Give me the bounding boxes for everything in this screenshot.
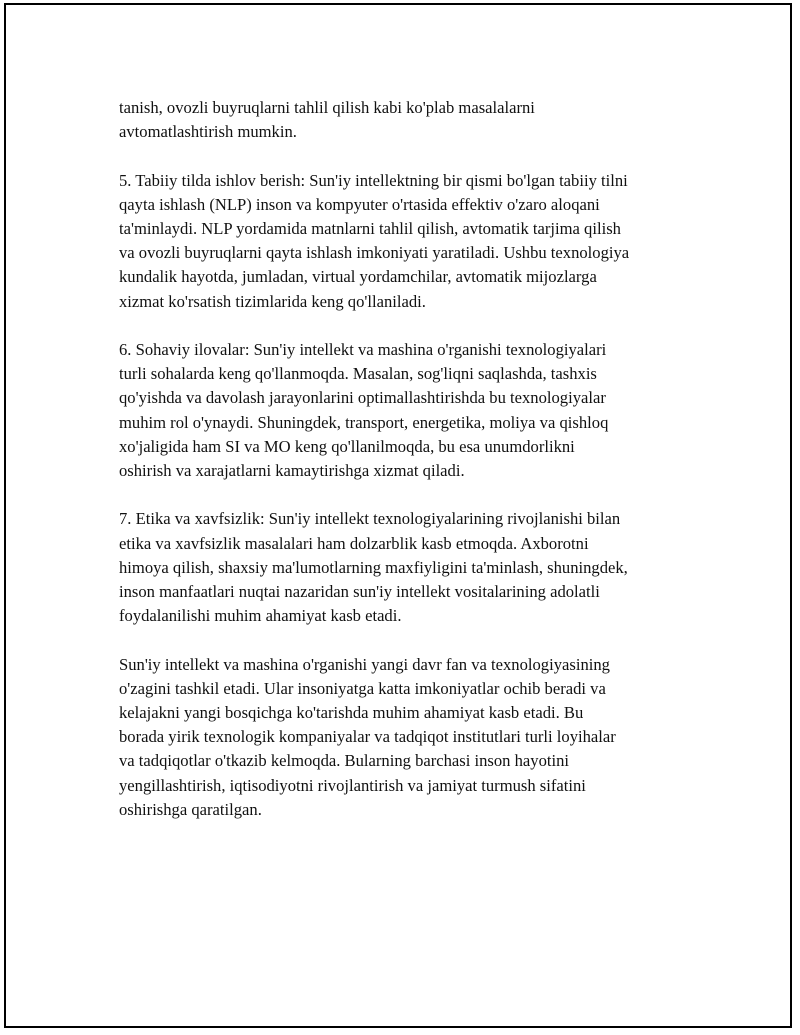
- text-line: qayta ishlash (NLP) inson va kompyuter o'rtasida effektiv o'zaro aloqani: [119, 194, 600, 214]
- text-line: 6. Sohaviy ilovalar: Sun'iy intellekt va mashina o'rganishi texnologiyalari: [119, 340, 607, 359]
- text-line: muhim rol o'ynaydi. Shuningdek, transport, energetika, moliya va qishloq: [119, 412, 609, 432]
- paragraph-domain-applications: [119, 338, 704, 483]
- text-line: Sun'iy intellekt va mashina o'rganishi yangi davr fan va texnologiyasining: [119, 654, 610, 674]
- text-line: va tadqiqotlar o'tkazib kelmoqda. Bularning barchasi inson hayotini: [119, 751, 569, 771]
- text-line: inson manfaatlari nuqtai nazaridan sun'iy intellekt vositalarining adolatli: [119, 582, 600, 602]
- text-line: 7. Etika va xavfsizlik: Sun'iy intellekt texnologiyalarining rivojlanishi bilan: [119, 509, 621, 529]
- paragraph-ethics-security: [119, 507, 704, 628]
- text-line: va ovozli buyruqlarni qayta ishlash imkoniyati yaratiladi. Ushbu texnologiya: [119, 243, 630, 263]
- text-line: oshirishga qaratilgan.: [119, 799, 262, 819]
- text-line: 5. Tabiiy tilda ishlov berish: Sun'iy intellektning bir qismi bo'lgan tabiiy tilni: [119, 170, 628, 190]
- text-line: etika va xavfsizlik masalalari ham dolzarblik kasb etmoqda. Axborotni: [119, 533, 589, 553]
- text-line: xizmat ko'rsatish tizimlarida keng qo'llaniladi.: [119, 291, 426, 311]
- text-line: yengillashtirish, iqtisodiyotni rivojlantirish va jamiyat turmush sifatini: [119, 775, 586, 795]
- text-line: xo'jaligida ham SI va MO keng qo'llanilmoqda, bu esa unumdorlikni: [119, 436, 575, 456]
- text-line: kelajakni yangi bosqichga ko'tarishda muhim ahamiyat kasb etadi. Bu: [119, 703, 584, 723]
- text-line: himoya qilish, shaxsiy ma'lumotlarning maxfiyligini ta'minlash, shuningdek,: [119, 557, 628, 577]
- paragraph-conclusion: [119, 653, 704, 822]
- text-line: avtomatlashtirish mumkin.: [119, 122, 297, 142]
- paragraph-natural-language-processing: [119, 169, 704, 314]
- document-page: [4, 3, 792, 1028]
- paragraph-continuation: [119, 96, 704, 144]
- text-line: turli sohalarda keng qo'llanmoqda. Masalan, sog'liqni saqlashda, tashxis: [119, 364, 597, 384]
- text-line: tanish, ovozli buyruqlarni tahlil qilish kabi ko'plab masalalarni: [119, 98, 535, 117]
- document-body: [119, 96, 704, 846]
- text-line: o'zagini tashkil etadi. Ular insoniyatga katta imkoniyatlar ochib beradi va: [119, 678, 606, 698]
- text-line: borada yirik texnologik kompaniyalar va tadqiqot institutlari turli loyihalar: [119, 727, 616, 747]
- text-line: ta'minlaydi. NLP yordamida matnlarni tahlil qilish, avtomatik tarjima qilish: [119, 219, 621, 238]
- text-line: qo'yishda va davolash jarayonlarini optimallashtirishda bu texnologiyalar: [119, 388, 606, 408]
- text-line: foydalanilishi muhim ahamiyat kasb etadi.: [119, 606, 402, 626]
- text-line: oshirish va xarajatlarni kamaytirishga xizmat qiladi.: [119, 461, 465, 481]
- text-line: kundalik hayotda, jumladan, virtual yordamchilar, avtomatik mijozlarga: [119, 267, 597, 287]
